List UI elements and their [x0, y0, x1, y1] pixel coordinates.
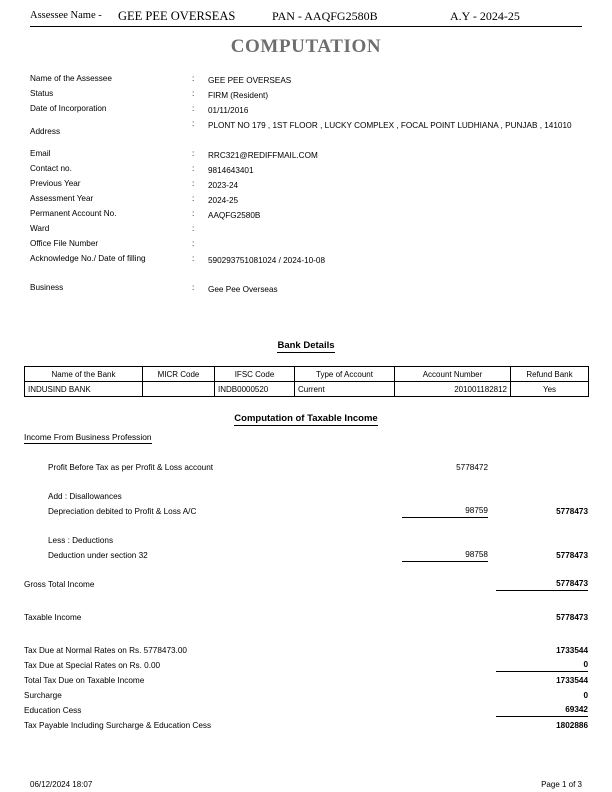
table-row [25, 382, 589, 397]
label-surcharge: Surcharge [24, 691, 62, 700]
total-after-deductions: 5778473 [556, 551, 588, 560]
amount-tax-due-special-rates: 0 [496, 658, 588, 672]
amount-tax-payable-total: 1802886 [556, 721, 588, 730]
label-education-cess: Education Cess [24, 706, 82, 715]
cell-micr-code [143, 382, 215, 397]
footer-page-indicator: Page 1 of 3 [541, 780, 582, 789]
info-value-name: GEE PEE OVERSEAS [208, 76, 292, 85]
info-row-previous-year [30, 179, 582, 194]
row-tax-due-special-rates [24, 658, 588, 673]
info-label-business: Business [30, 283, 64, 292]
label-total-tax-due: Total Tax Due on Taxable Income [24, 676, 145, 685]
info-colon-contact: : [192, 164, 195, 173]
amount-taxable-income: 5778473 [556, 613, 588, 622]
column-header-bank-name: Name of the Bank [25, 367, 143, 382]
info-value-assessment-year: 2024-25 [208, 196, 239, 205]
label-add-disallowances: Add : Disallowances [48, 492, 122, 501]
amount-surcharge: 0 [583, 691, 588, 700]
info-row-assessment-year [30, 194, 582, 209]
row-tax-due-normal-rates [24, 643, 588, 658]
info-label-assessment-year: Assessment Year [30, 194, 94, 203]
info-row-name [30, 74, 582, 89]
info-value-acknowledge-number: 590293751081024 / 2024-10-08 [208, 256, 326, 265]
amount-education-cess: 69342 [496, 703, 588, 717]
row-less-deductions-heading [24, 533, 588, 548]
cell-ifsc-code: INDB0000520 [215, 382, 295, 397]
info-colon-assessment-year: : [192, 194, 195, 203]
label-deduction-section-32: Deduction under section 32 [48, 551, 148, 560]
column-header-account-type: Type of Account [295, 367, 395, 382]
assessee-name-value: GEE PEE OVERSEAS [118, 9, 236, 23]
row-surcharge [24, 688, 588, 703]
amount-tax-due-normal-rates: 1733544 [556, 646, 588, 655]
row-tax-payable-total [24, 718, 588, 733]
info-colon-email: : [192, 149, 195, 158]
info-label-email: Email [30, 149, 51, 158]
info-value-previous-year: 2023-24 [208, 181, 239, 190]
header-assessment-year: A.Y - 2024-25 [450, 9, 520, 23]
amount-deduction-section-32: 98758 [402, 548, 488, 562]
computation-heading: Computation of Taxable Income [234, 413, 378, 424]
info-colon-acknowledge-number: : [192, 254, 195, 263]
info-row-ward [30, 224, 582, 239]
info-row-contact [30, 164, 582, 179]
amount-gross-total-income: 5778473 [496, 577, 588, 591]
info-value-pan: AAQFG2580B [208, 211, 261, 220]
assessee-name-label: Assessee Name - [30, 10, 102, 21]
info-row-status [30, 89, 582, 104]
row-total-tax-due [24, 673, 588, 688]
header-pan: PAN - AAQFG2580B [272, 9, 378, 23]
row-taxable-income [24, 610, 588, 625]
computation-body [24, 432, 588, 733]
cell-account-number: 201001182812 [395, 382, 511, 397]
info-value-address: PLONT NO 179 , 1ST FLOOR , LUCKY COMPLEX , FOCAL POINT LUDHIANA , PUNJAB , 141010 [208, 121, 572, 130]
column-header-refund-bank: Refund Bank [511, 367, 589, 382]
info-row-business [30, 283, 582, 298]
label-gross-total-income: Gross Total Income [24, 580, 95, 589]
row-education-cess [24, 703, 588, 718]
info-label-date-of-incorporation: Date of Incorporation [30, 104, 107, 113]
info-label-pan: Permanent Account No. [30, 209, 117, 218]
amount-depreciation-debited: 98759 [402, 504, 488, 518]
info-value-contact: 9814643401 [208, 166, 254, 175]
footer-timestamp: 06/12/2024 18:07 [30, 780, 93, 789]
label-less-deductions: Less : Deductions [48, 536, 114, 545]
info-label-address: Address [30, 127, 61, 136]
info-row-address [30, 119, 582, 149]
info-colon-office-file-number: : [192, 239, 195, 248]
info-label-contact: Contact no. [30, 164, 72, 173]
info-colon-ward: : [192, 224, 195, 233]
column-header-account-number: Account Number [395, 367, 511, 382]
label-tax-payable-total: Tax Payable Including Surcharge & Education Cess [24, 721, 212, 730]
table-header-row [25, 367, 589, 382]
column-header-micr-code: MICR Code [143, 367, 215, 382]
cell-account-type: Current [295, 382, 395, 397]
info-label-status: Status [30, 89, 54, 98]
info-row-office-file-number [30, 239, 582, 254]
info-colon-name: : [192, 74, 195, 83]
row-gross-total-income [24, 577, 588, 592]
label-depreciation-debited: Depreciation debited to Profit & Loss A/C [48, 507, 197, 516]
amount-profit-before-tax: 5778472 [456, 463, 488, 472]
income-section-heading: Income From Business Profession [24, 432, 152, 442]
info-row-email [30, 149, 582, 164]
bank-details-table [24, 366, 589, 397]
assessee-details-block [30, 74, 582, 298]
info-colon-business: : [192, 283, 195, 292]
label-tax-due-normal-rates: Tax Due at Normal Rates on Rs. 5778473.00 [24, 646, 187, 655]
info-value-status: FIRM (Resident) [208, 91, 269, 100]
info-row-acknowledge-number [30, 254, 582, 269]
cell-refund-bank: Yes [511, 382, 589, 397]
row-depreciation-debited [24, 504, 588, 519]
info-label-previous-year: Previous Year [30, 179, 81, 188]
info-value-email: RRC321@REDIFFMAIL.COM [208, 151, 318, 160]
info-label-acknowledge-number: Acknowledge No./ Date of filling [30, 254, 146, 263]
bank-details-heading: Bank Details [277, 340, 335, 351]
info-label-name: Name of the Assessee [30, 74, 112, 83]
info-colon-previous-year: : [192, 179, 195, 188]
cell-bank-name: INDUSIND BANK [25, 382, 143, 397]
info-value-date-of-incorporation: 01/11/2016 [208, 106, 249, 115]
info-colon-pan: : [192, 209, 195, 218]
label-tax-due-special-rates: Tax Due at Special Rates on Rs. 0.00 [24, 661, 161, 670]
document-header [30, 8, 582, 27]
info-colon-status: : [192, 89, 195, 98]
info-colon-date-of-incorporation: : [192, 104, 195, 113]
column-header-ifsc-code: IFSC Code [215, 367, 295, 382]
info-value-business: Gee Pee Overseas [208, 285, 278, 294]
row-deduction-section-32 [24, 548, 588, 563]
info-label-ward: Ward [30, 224, 50, 233]
row-profit-before-tax [24, 460, 588, 475]
label-taxable-income: Taxable Income [24, 613, 82, 622]
info-row-date-of-incorporation [30, 104, 582, 119]
info-colon-address: : [192, 119, 195, 128]
label-profit-before-tax: Profit Before Tax as per Profit & Loss account [48, 463, 214, 472]
info-row-pan [30, 209, 582, 224]
amount-total-tax-due: 1733544 [556, 676, 588, 685]
row-add-disallowances-heading [24, 489, 588, 504]
total-after-disallowances: 5778473 [556, 507, 588, 516]
page-title: COMPUTATION [230, 36, 382, 57]
info-label-office-file-number: Office File Number [30, 239, 99, 248]
